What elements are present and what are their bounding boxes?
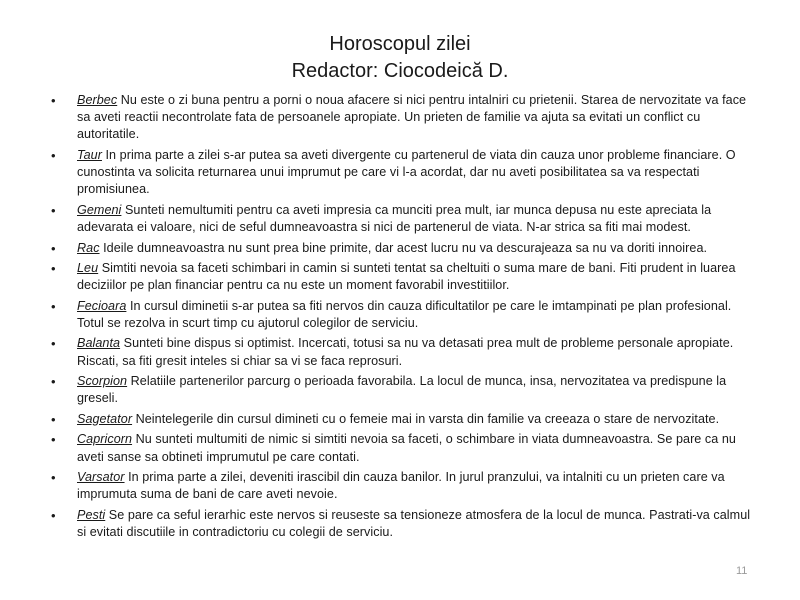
- entry-text: Nu este o zi buna pentru a porni o noua afacere si nici pentru intalniri cu prietenii. Starea de nervozitate va face sa aveti reactii necontrolate fata de persoanele apropiate. Un prieten de familie va ajuta sa evitati un conflict cu autoritatile.: [77, 93, 747, 142]
- slide-title: [0, 31, 800, 85]
- sign-name: Varsator: [77, 470, 125, 485]
- entry-text: In cursul diminetii s-ar putea sa fiti nervos din cauza dificultatilor pe care le imtampinati pe plan profesional. Totul se rezolva in scurt timp cu ajutorul colegilor de serviciu.: [77, 298, 732, 330]
- sign-name: Rac: [77, 240, 100, 255]
- title-line-1: Horoscopul zilei: [329, 33, 471, 55]
- list-item: [77, 202, 759, 236]
- entry-text: Simtiti nevoia sa faceti schimbari in camin si sunteti tentat sa cheltuiti o suma mare de bani. Fiti prudent in luarea deciziilor pe plan financiar pentru ca nu este un moment favorabil investitiilor.: [77, 261, 736, 293]
- list-item: [77, 260, 759, 294]
- entry-text: Se pare ca seful ierarhic este nervos si reuseste sa tensioneze atmosfera de la locul de munca. Pastrati-va calmul si evitati discutiile in contradictoriu cu colegii de serviciu.: [77, 507, 751, 539]
- list-item: [77, 469, 759, 503]
- sign-name: Capricorn: [77, 432, 133, 447]
- sign-name: Scorpion: [77, 374, 128, 389]
- entry-text: Neintelegerile din cursul dimineti cu o femeie mai in varsta din familie va creeaza o stare de nervozitate.: [132, 411, 720, 426]
- list-item: [77, 411, 759, 428]
- list-item: [77, 431, 759, 465]
- entry-text: Ideile dumneavoastra nu sunt prea bine primite, dar acest lucru nu va descurajeaza sa nu va doriti innoirea.: [99, 240, 708, 255]
- entry-text: In prima parte a zilei, deveniti irascibil din cauza banilor. In jurul pranzului, va intalniti cu un prieten care va imprumuta suma de bani de care aveti nevoie.: [77, 470, 725, 502]
- entry-text: Sunteti bine dispus si optimist. Incercati, totusi sa nu va detasati prea mult de probleme personale apropiate. Riscati, sa fiti gresit inteles si chiar sa vi se faca reprosuri.: [77, 336, 734, 368]
- sign-name: Sagetator: [77, 411, 133, 426]
- title-line-2: Redactor: Ciocodeică D.: [291, 60, 509, 82]
- list-item: [77, 335, 759, 369]
- list-item: [77, 240, 759, 257]
- entry-text: Relatiile partenerilor parcurg o perioada favorabila. La locul de munca, insa, nervozitatea va predispune la greseli.: [77, 374, 727, 406]
- list-item: [77, 147, 759, 199]
- sign-name: Taur: [77, 147, 102, 162]
- page-number: 11: [736, 565, 748, 577]
- sign-name: Fecioara: [77, 298, 127, 313]
- sign-name: Gemeni: [77, 202, 122, 217]
- list-item: [77, 507, 759, 541]
- entry-text: Nu sunteti multumiti de nimic si simtiti nevoia sa faceti, o schimbare in viata dumneavoastra. Se pare ca nu aveti sanse sa obtineti imprumutul pe care contati.: [77, 432, 736, 464]
- sign-name: Balanta: [77, 336, 121, 351]
- list-item: [77, 373, 759, 407]
- entry-text: Sunteti nemultumiti pentru ca aveti impresia ca munciti prea mult, iar munca depusa nu este apreciata la adevarata ei valoare, nici de seful dumneavoastra si nici de partenerul de viata. N-ar strica sa fiti mai modest.: [77, 202, 712, 235]
- list-item: [77, 92, 759, 144]
- sign-name: Leu: [77, 261, 99, 276]
- sign-name: Pesti: [77, 507, 106, 522]
- entry-text: In prima parte a zilei s-ar putea sa aveti divergente cu partenerul de viata din cauza unor probleme financiare. O cunostinta va solicita returnarea unui imprumut pe care vi l-a acordat, dar nu aveti posibilitatea sa va respectati promisiunea.: [77, 147, 736, 197]
- list-item: [77, 298, 759, 332]
- horoscope-list: [0, 92, 759, 544]
- sign-name: Berbec: [77, 93, 118, 107]
